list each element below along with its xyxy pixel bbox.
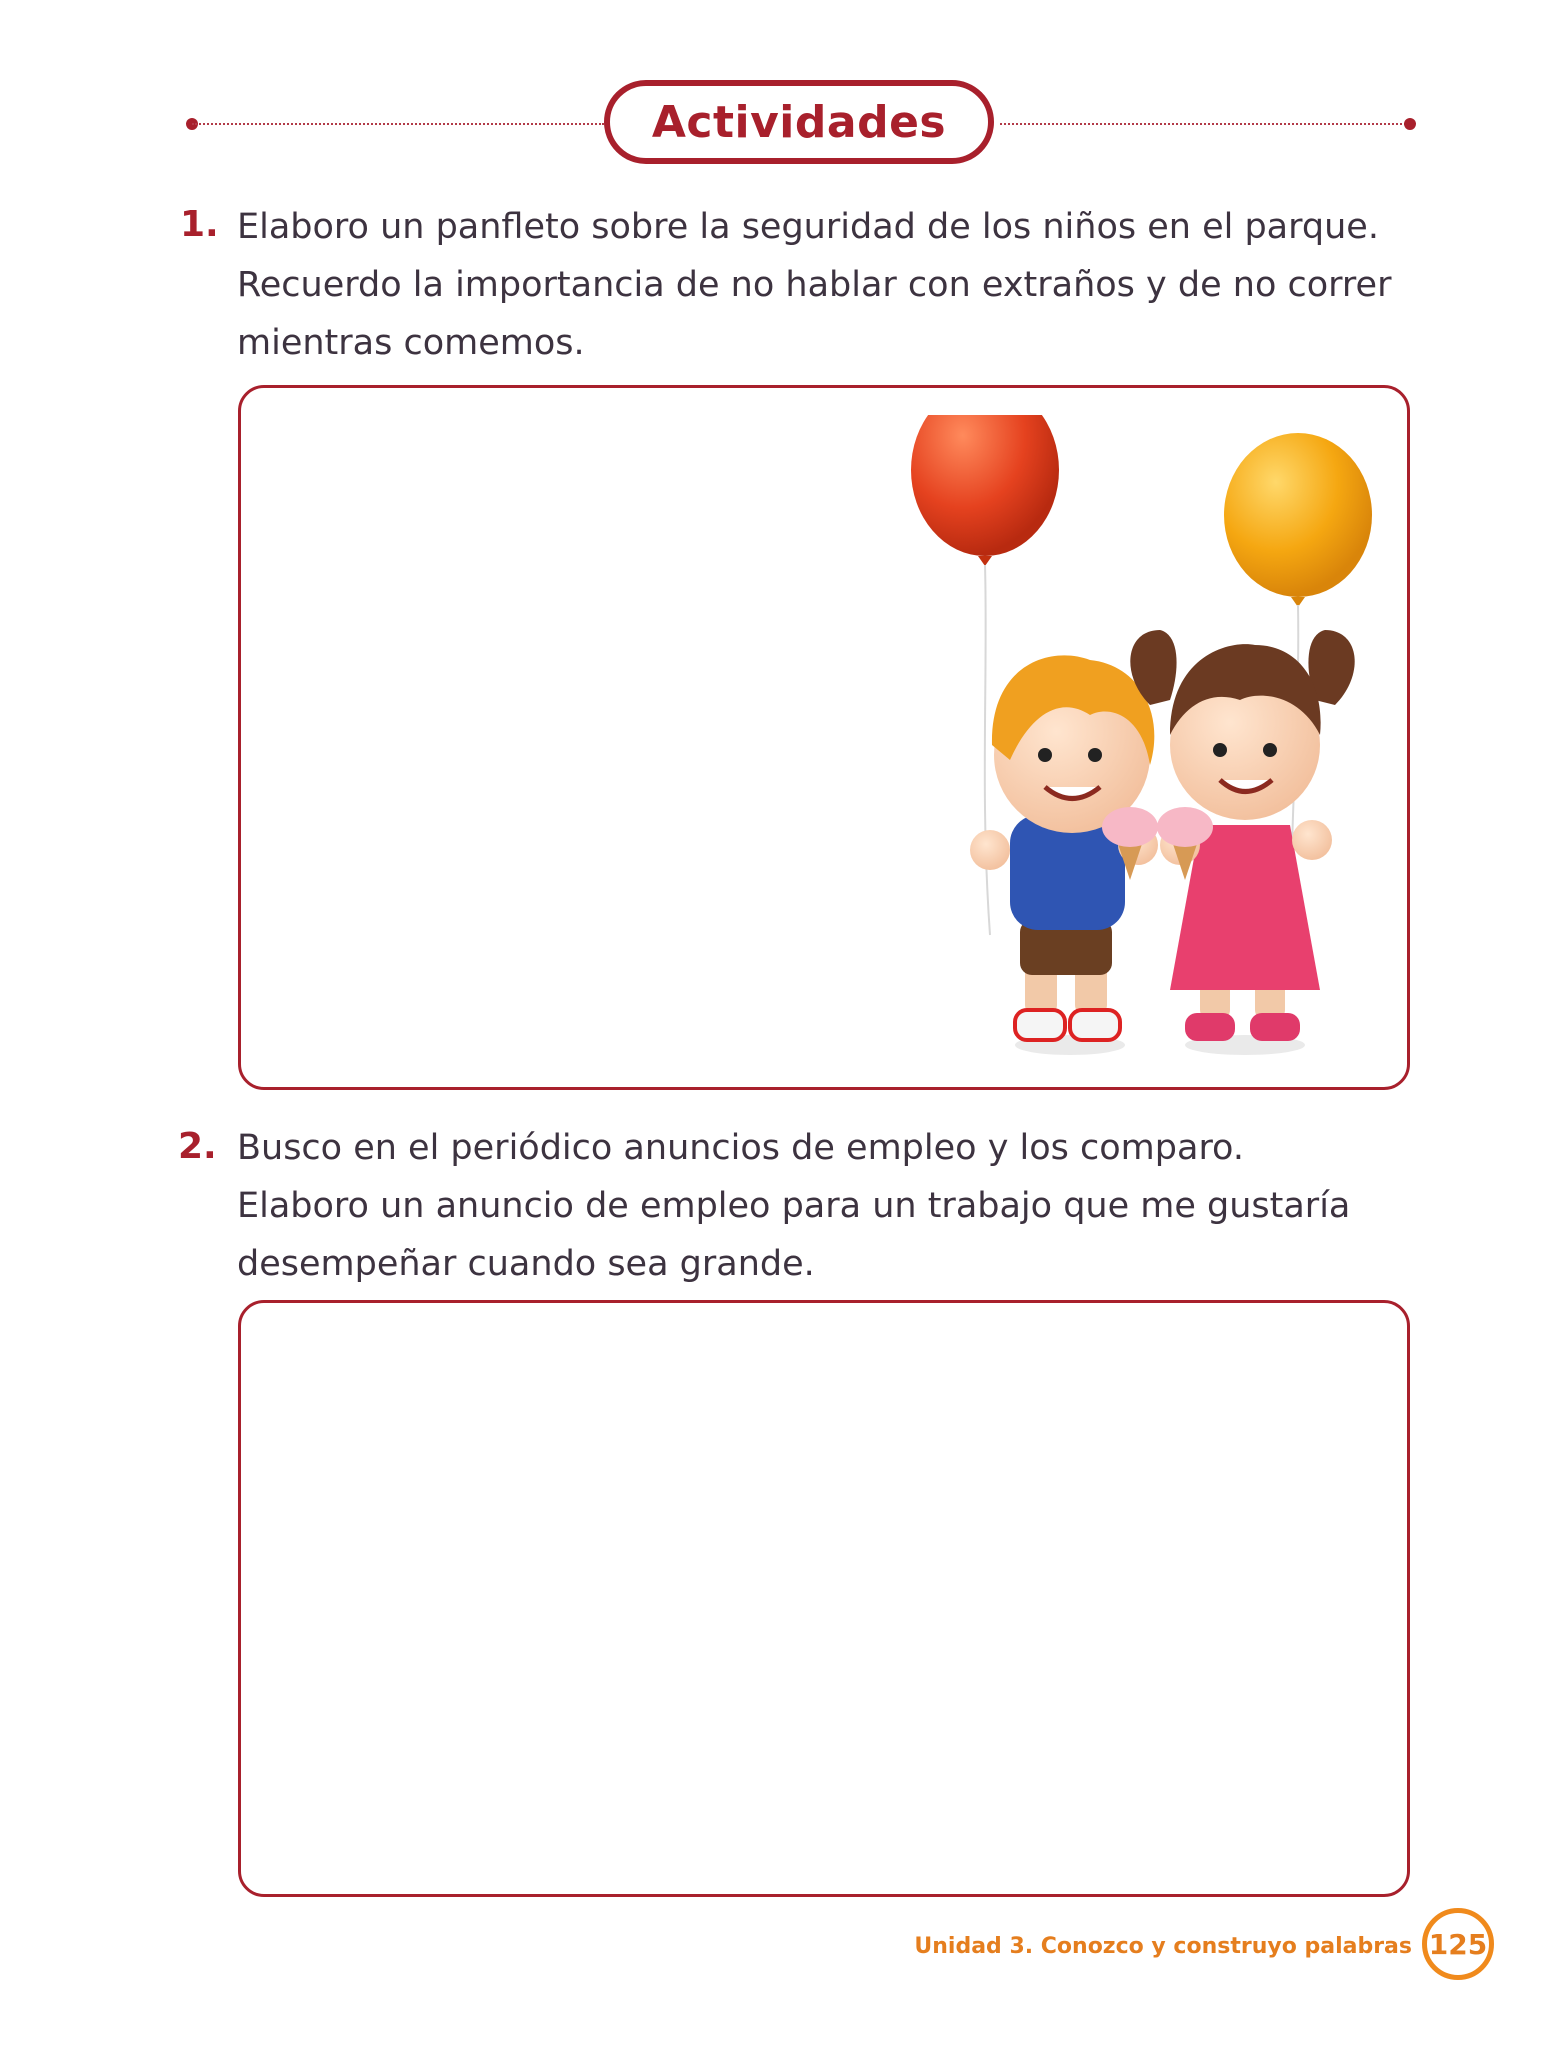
activity-2-line-3: desempeñar cuando sea grande. — [237, 1244, 815, 1284]
footer-unit-label: Unidad 3. Conozco y construyo palabras — [914, 1934, 1412, 1959]
boy-figure — [970, 655, 1158, 1055]
header-dot-right — [1404, 118, 1416, 130]
activity-1-line-1: Elaboro un panfleto sobre la seguridad de los niños en el parque. — [237, 207, 1379, 247]
activity-2-answer-box[interactable] — [238, 1300, 1410, 1897]
header-divider-left — [192, 123, 604, 125]
section-title-pill — [604, 80, 994, 164]
activity-2-line-1: Busco en el periódico anuncios de empleo y los comparo. — [237, 1128, 1244, 1168]
activity-1-number: 1. — [180, 204, 219, 245]
page-number-badge: 125 — [1422, 1908, 1494, 1980]
activity-1-instructions — [237, 198, 1437, 372]
activity-1-line-2: Recuerdo la importancia de no hablar con extraños y de no correr — [237, 265, 1392, 305]
header-divider-right — [1000, 123, 1410, 125]
girl-figure — [1130, 630, 1354, 1055]
activity-2-line-2: Elaboro un anuncio de empleo para un trabajo que me gustaría — [237, 1186, 1351, 1226]
section-title: Actividades — [651, 96, 947, 148]
kids-with-balloons-illustration — [880, 415, 1400, 1065]
activity-2-number: 2. — [178, 1126, 217, 1167]
activity-1-line-3: mientras comemos. — [237, 323, 585, 363]
activity-2-instructions — [237, 1119, 1437, 1293]
